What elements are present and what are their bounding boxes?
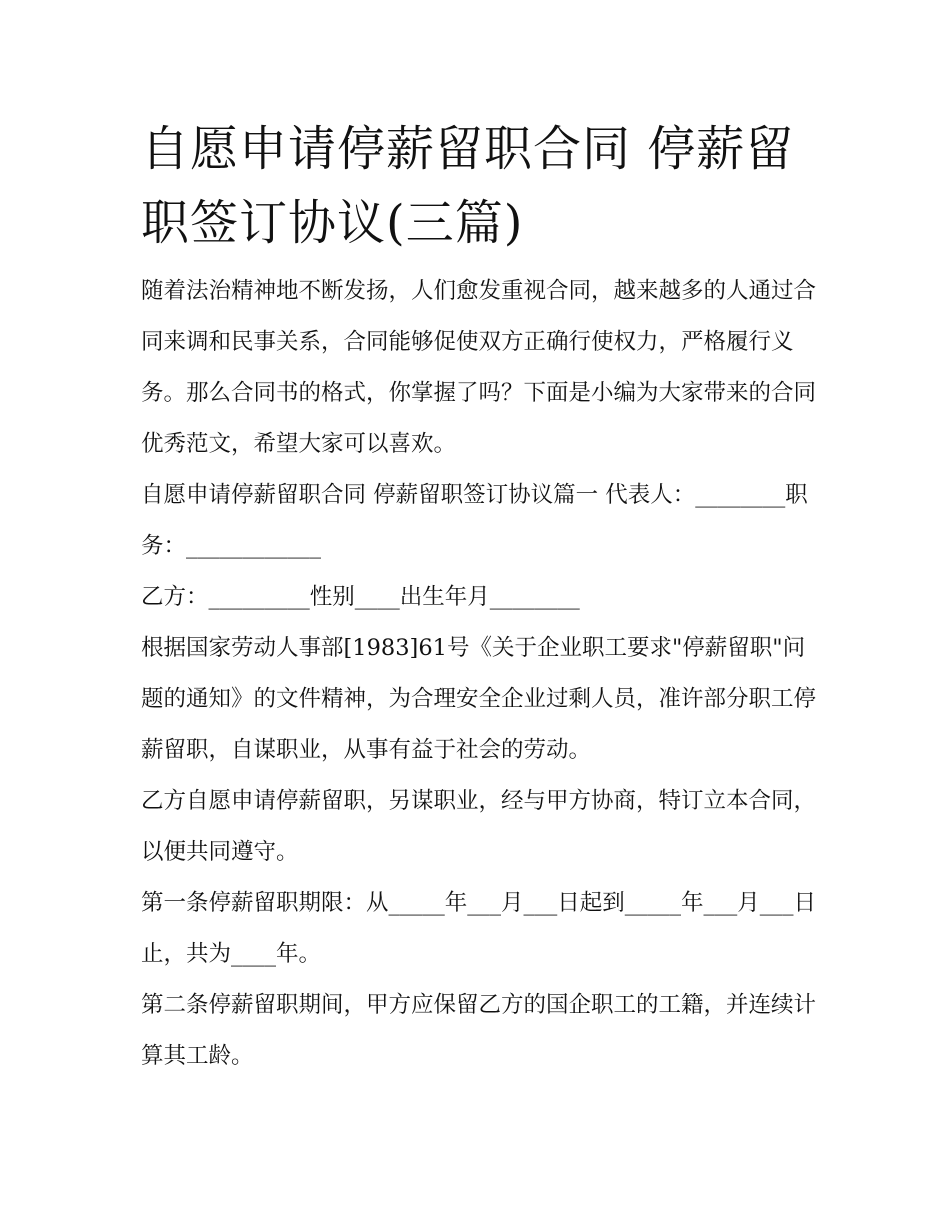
document-body: [141, 112, 821, 1082]
legal-basis-paragraph: 根据国家劳动人事部[1983]61号《关于企业职工要求"停薪留职"问题的通知》的文件精神，为合理安全企业过剩人员，准许部分职工停薪留职，自谋职业，从事有益于社会的劳动。: [141, 635, 817, 763]
section-heading-representative: 自愿申请停薪留职合同 停薪留职签订协议篇一 代表人：________职务：____________: [141, 482, 808, 559]
party-b-fields: 乙方：_________性别____出生年月________: [141, 584, 580, 610]
article-two: 第二条停薪留职期间，甲方应保留乙方的国企职工的工籍，并连续计算其工龄。: [141, 992, 817, 1069]
intro-paragraph: 随着法治精神地不断发扬，人们愈发重视合同，越来越多的人通过合同来调和民事关系，合同能够促使双方正确行使权力，严格履行义务。那么合同书的格式，你掌握了吗？下面是小编为大家带来的合同优秀范文，希望大家可以喜欢。: [141, 278, 817, 457]
document-title: 自愿申请停薪留职合同 停薪留职签订协议(三篇): [141, 121, 795, 251]
article-one: 第一条停薪留职期限：从_____年___月___日起到_____年___月___日止，共为____年。: [141, 890, 817, 967]
agreement-purpose-paragraph: 乙方自愿申请停薪留职，另谋职业，经与甲方协商，特订立本合同，以便共同遵守。: [141, 788, 817, 865]
